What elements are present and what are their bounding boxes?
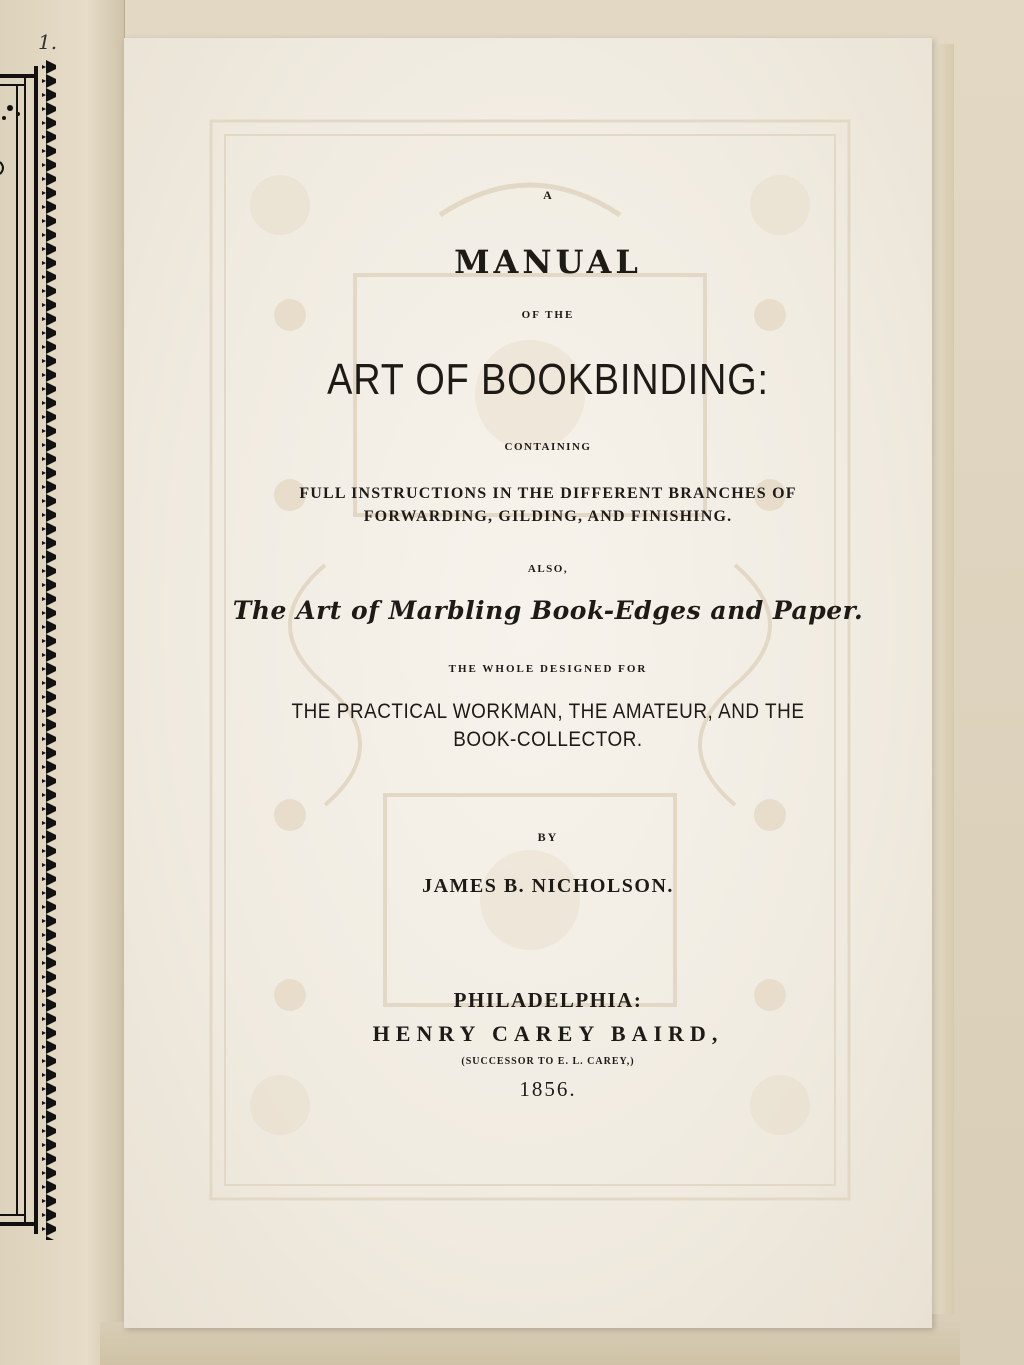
publisher-successor-note: (SUCCESSOR TO E. L. CAREY,) xyxy=(461,1056,635,1067)
designed-for-label: THE WHOLE DESIGNED FOR xyxy=(448,663,648,675)
containing-label: CONTAINING xyxy=(504,441,592,453)
publication-year: 1856. xyxy=(519,1077,577,1101)
publication-city: PHILADELPHIA: xyxy=(453,988,643,1012)
audience-line-2: BOOK-COLLECTOR. xyxy=(453,728,643,751)
publisher-name: HENRY CAREY BAIRD, xyxy=(372,1021,724,1046)
left-page-border-ornament xyxy=(0,60,62,1240)
title-subject: ART OF BOOKBINDING: xyxy=(327,355,769,404)
title-of-the: OF THE xyxy=(521,309,575,321)
title-main: MANUAL xyxy=(454,243,642,281)
title-page-text xyxy=(208,180,888,1102)
audience-line-1: THE PRACTICAL WORKMAN, THE AMATEUR, AND THE xyxy=(291,700,805,723)
book-bottom-edge xyxy=(100,1322,960,1365)
instructions-line-2: FORWARDING, GILDING, AND FINISHING. xyxy=(363,508,733,525)
author-name: JAMES B. NICHOLSON. xyxy=(422,875,674,897)
marbling-subtitle: The Art of Marbling Book-Edges and Paper. xyxy=(232,596,864,625)
by-label: BY xyxy=(537,830,559,844)
also-label: ALSO, xyxy=(527,563,569,575)
instructions-line-1: FULL INSTRUCTIONS IN THE DIFFERENT BRANCHES OF xyxy=(299,485,797,502)
left-page xyxy=(0,0,125,1365)
title-article: A xyxy=(543,188,553,202)
page-number: 1. xyxy=(38,30,58,54)
